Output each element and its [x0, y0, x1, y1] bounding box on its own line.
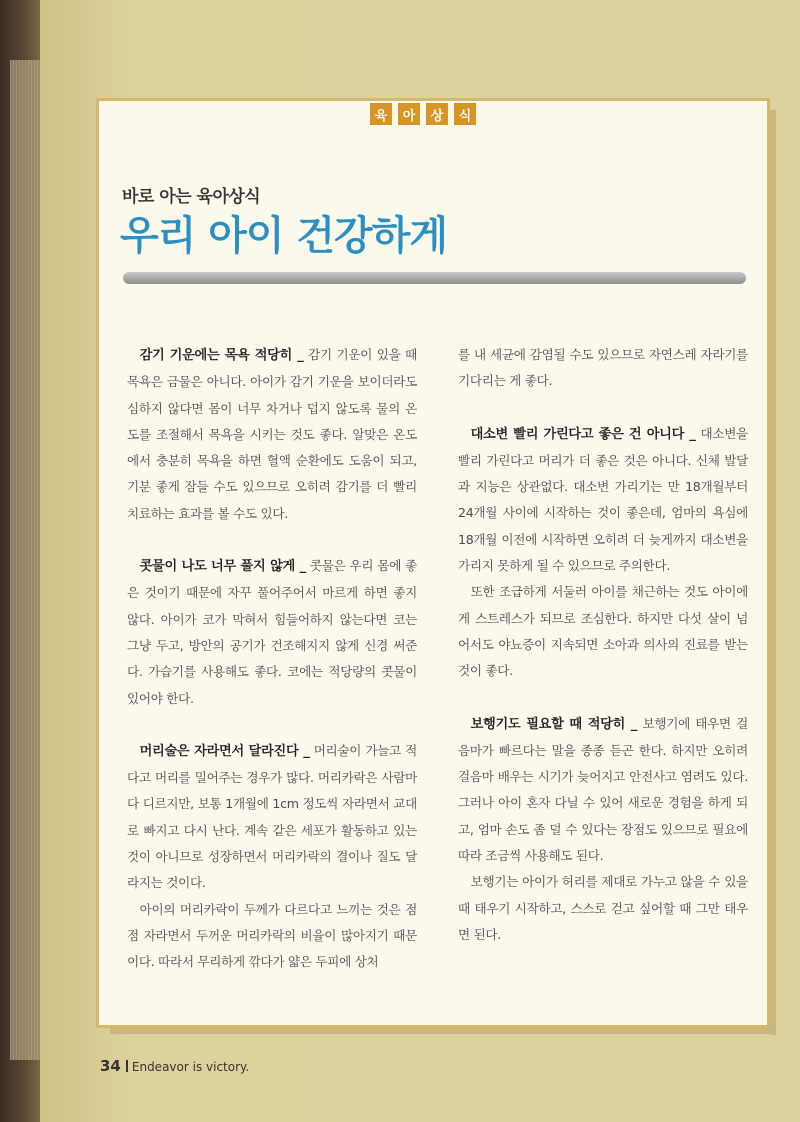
category-tag-char: 식 — [454, 103, 476, 125]
category-tag — [370, 103, 476, 125]
section-heading: 대소변 빨리 가린다고 좋은 건 아니다 _ — [470, 426, 696, 442]
paragraph-text: 대소변을 빨리 가린다고 머리가 더 좋은 것은 아니다. 신체 발달과 지능은 상관없다. 대소변 가리기는 만 18개월부터 24개월 사이에 시작하는 것이 좋은데, 엄마의 욕심에 18개월 이전에 시작하면 오히려 더 늦게까지 대소변을 가리지 못하게 될 수 있으므로 주의한다. — [458, 425, 748, 574]
title-divider — [123, 272, 746, 284]
paragraph — [127, 897, 417, 976]
paragraph-text: 보행기는 아이가 허리를 제대로 가누고 않을 수 있을 때 태우기 시작하고, 스스로 걷고 싶어할 때 그만 태우면 된다. — [458, 874, 748, 942]
paragraph-continued — [458, 342, 748, 395]
right-column — [458, 342, 748, 948]
page-footer — [100, 1057, 249, 1075]
paragraph — [458, 711, 748, 870]
paragraph-text: 보행기에 태우면 걸음마가 빠르다는 말을 종종 듣곤 한다. 하지만 오히려 걸음마 배우는 시기가 늦어지고 안전사고 염려도 있다. 그러나 아이 혼자 다닐 수 있어 새로운 경험을 하게 되고, 엄마 손도 좀 덜 수 있다는 장점도 있으므로 필요에 따라 조금씩 사용해도 된다. — [458, 715, 748, 864]
paragraph — [127, 342, 417, 527]
category-tag-char: 상 — [426, 103, 448, 125]
paragraph-text: 를 내 세균에 감염될 수도 있으므로 자연스레 자라기를 기다리는 게 좋다. — [458, 347, 748, 389]
page-number: 34 — [100, 1057, 121, 1075]
paragraph-text: 콧물은 우리 몸에 좋은 것이기 때문에 자꾸 풀어주어서 마르게 하면 좋지 않다. 아이가 코가 막혀서 힘들어하지 않는다면 코는 그냥 두고, 방안의 공기가 건조해지지 않게 신경 써준다. 가습기를 사용해도 좋다. 코에는 적당량의 콧물이 있어야 한다. — [127, 558, 417, 706]
panel-shadow-bottom — [110, 1028, 776, 1034]
section-heading: 보행기도 필요할 때 적당히 _ — [470, 716, 638, 732]
category-tag-char: 육 — [370, 103, 392, 125]
paragraph — [458, 869, 748, 948]
section-heading: 감기 기운에는 목욕 적당히 _ — [139, 348, 304, 363]
category-tag-char: 아 — [398, 103, 420, 125]
paragraph — [127, 738, 417, 897]
left-column — [127, 342, 417, 976]
page-edges — [10, 60, 40, 1060]
section-heading: 머리술은 자라면서 달라진다 _ — [139, 743, 310, 759]
paragraph — [127, 553, 417, 712]
paragraph-text: 머리술이 가늘고 적다고 머리를 밀어주는 경우가 많다. 머리카락은 사람마다 디르지만, 보통 1개월에 1cm 정도씩 자라면서 교대로 빠지고 다시 난다. 계속 같은 세포가 활동하고 있는 것이 아니므로 성장하면서 머리카락의 결이나 질도 달라지는 것이다. — [127, 742, 417, 891]
paragraph — [458, 579, 748, 684]
section-heading: 콧물이 나도 너무 풀지 않게 _ — [139, 559, 306, 575]
paragraph — [458, 421, 748, 580]
footer-separator — [126, 1060, 128, 1072]
paragraph-text: 아이의 머리카락이 두께가 다르다고 느끼는 것은 점점 자라면서 두꺼운 머리카락의 비율이 많아지기 때문이다. 따라서 무리하게 깎다가 얇은 두피에 상처 — [127, 901, 417, 970]
footer-slogan: Endeavor is victory. — [131, 1060, 250, 1074]
paragraph-text: 감기 기운이 있을 때 목욕은 금물은 아니다. 아이가 감기 기운을 보이더라도 심하지 않다면 몸이 너무 차거나 덥지 않도록 물의 온도를 조절해서 목욕을 시키는 것도 좋다. 알맞은 온도에서 충분히 목욕을 하면 혈액 순환에도 도움이 되고, 기분 좋게 잠들 수도 있으므로 오히려 감기를 더 빨리 치료하는 효과를 볼 수도 있다. — [127, 347, 417, 521]
paragraph-text: 또한 조급하게 서둘러 아이를 채근하는 것도 아이에게 스트레스가 되므로 조심한다. 하지만 다섯 살이 넘어서도 야뇨증이 지속되면 소아과 의사의 진료를 받는 것이 좋다. — [458, 584, 748, 679]
article-title: 우리 아이 건강하게 — [120, 212, 447, 259]
panel-shadow-right — [770, 110, 776, 1035]
article-subtitle: 바로 아는 육아상식 — [122, 187, 261, 207]
